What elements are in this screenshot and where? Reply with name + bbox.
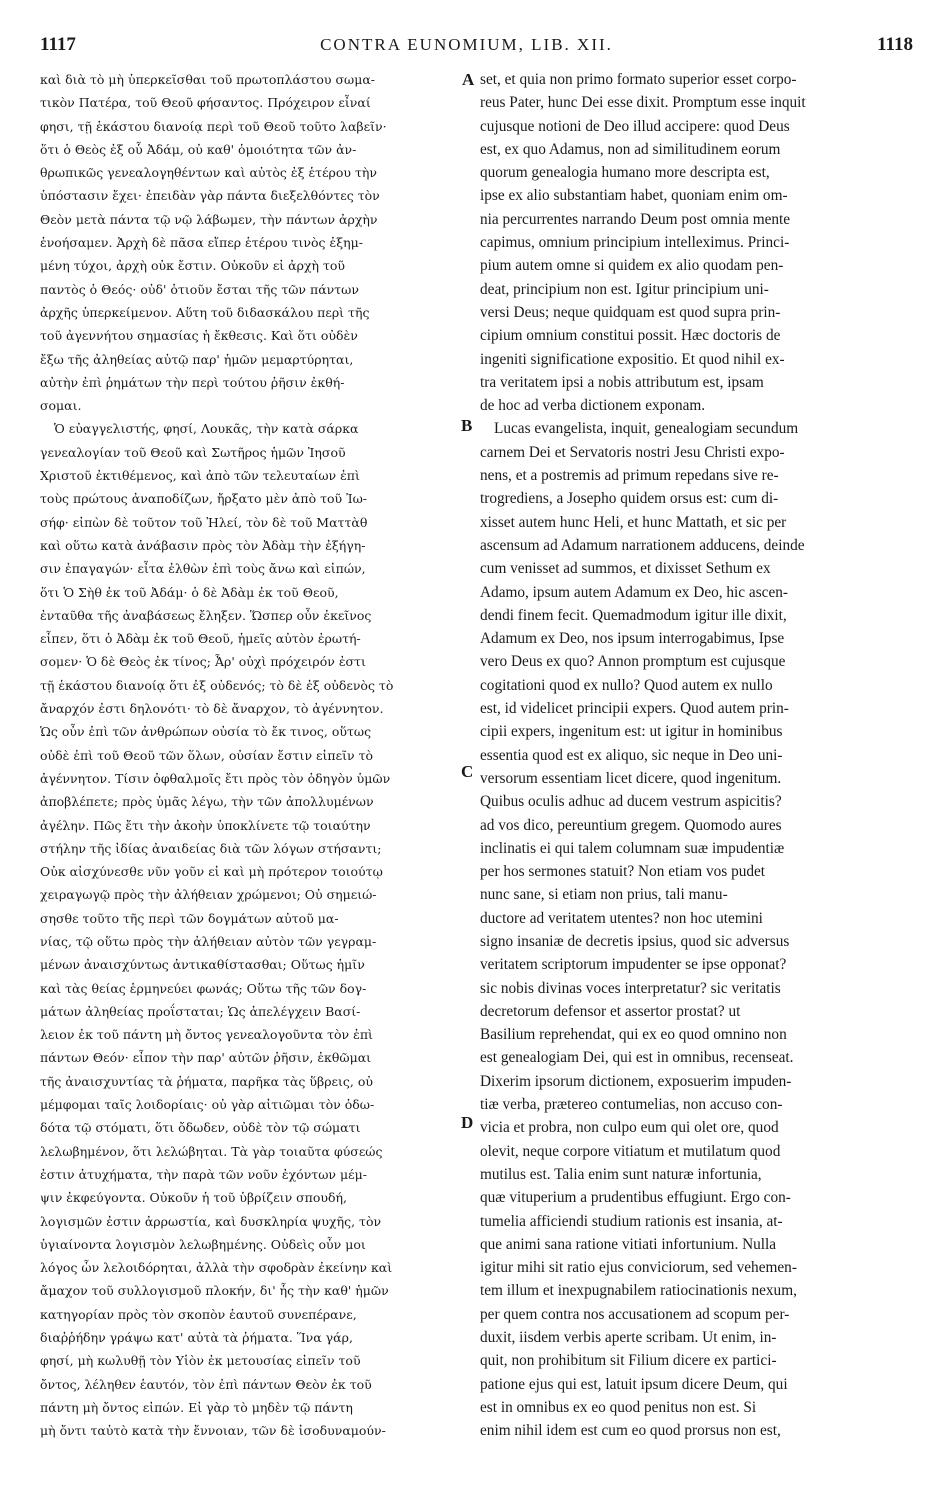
text-line: ὑγιαίνοντα λογισμὸν λελωβημένης. Οὐδεὶς οὖν μοι — [40, 1236, 366, 1252]
text-line: ipse ex alio substantiam habet, quoniam enim om- — [480, 187, 788, 205]
text-line: ἀρχῆς ὑπερκείμενον. Αὕτη τοῦ διδασκάλου περὶ τῆς — [40, 304, 370, 320]
text-line: ascensum ad Adamum narrationem adducens, deinde — [480, 536, 805, 554]
text-line: enim nihil idem est cum eo quod prorsus non est, — [480, 1422, 781, 1440]
text-line: αὐτὴν ἐπὶ ῥημάτων τὴν περὶ τούτου ῥῆσιν ἐκθή- — [40, 374, 345, 390]
text-line: Basilium reprehendat, qui ex eo quod omnino non — [480, 1026, 787, 1044]
text-line: trogrediens, a Josepho quidem orsus est: cum di- — [480, 490, 779, 508]
text-line: οὐδὲ ἐπὶ τοῦ Θεοῦ τῶν ὅλων, οὐσίαν ἔστιν εἰπεῖν τὸ — [40, 747, 374, 763]
text-line: φησι, τῇ ἑκάστου διανοίᾳ περὶ τοῦ Θεοῦ τοῦτο λαβεῖν· — [40, 118, 387, 134]
text-line: est, id videlicet principii expers. Quod autem prin- — [480, 700, 789, 718]
text-line: olevit, neque corpore vitiatum et mutilatum quod — [480, 1142, 781, 1160]
text-line: τῆς ἀναισχυντίας τὰ ῥήματα, παρῆκα τὰς ὕβρεις, οὐ — [40, 1073, 374, 1089]
text-line: tiæ verba, prætereo contumelias, non accuso con- — [480, 1096, 783, 1114]
text-line: ψιν ἐκφεύγοντα. Οὐκοῦν ἡ τοῦ ὑβρίζειν σπουδή, — [40, 1190, 348, 1206]
greek-text-column — [40, 68, 462, 1443]
text-line: ἄμαχον τοῦ συλλογισμοῦ πλοκήν, δι' ἧς τὴν καθ' ἡμῶν — [40, 1283, 389, 1299]
text-line: est genealogiam Dei, qui est in omnibus, recenseat. — [480, 1049, 794, 1067]
text-line: τοῦ ἀγεννήτου σημασίας ἡ ἔκθεσις. Καὶ ὅτι οὐδὲν — [40, 328, 358, 344]
text-line: nia percurrentes narrando Deum post omnia mente — [480, 210, 791, 228]
text-line: per quem contra nos accusationem ad scopum per- — [480, 1305, 790, 1323]
text-line: παντὸς ὁ Θεός· οὐδ' ὁτιοῦν ἔσται τῆς τῶν πάντων — [40, 281, 359, 297]
text-line: signo insaniæ de decretis ipsius, quod sic adversus — [480, 932, 790, 950]
text-line: reus Pater, hunc Dei esse dixit. Promptum esse inquit — [480, 94, 806, 112]
text-line: est, ex quo Adamus, non ad similitudinem eorum — [480, 140, 781, 158]
text-line: dendi finem fecit. Quemadmodum igitur ille dixit, — [480, 606, 787, 624]
text-line: inclinatis ei qui talem columnam suæ impudentiæ — [480, 839, 785, 857]
text-line: Adamum ex Deo, nos ipsum interrogabimus, Ipse — [480, 630, 785, 648]
section-marker-d: D — [461, 1113, 474, 1132]
text-line: deat, principium non est. Igitur principium uni- — [480, 280, 769, 298]
text-line: essentia quod est ex aliquo, sic neque in Deo uni- — [480, 746, 783, 764]
text-line: Adamo, ipsum autem Adamum ex Deo, hic ascen- — [480, 583, 788, 601]
text-line: θρωπικῶς γενεαλογηθέντων καὶ αὐτὸς ἐξ ἑτέρου τὴν — [40, 165, 378, 181]
text-line: ἀποβλέπετε; πρὸς ὑμᾶς λέγω, τὴν τῶν ἀπολλυμένων — [40, 794, 374, 810]
text-line: de hoc ad verba dictionem exponam. — [480, 397, 706, 415]
text-line: φησί, μὴ κωλυθῇ τὸν Υἱὸν ἐκ μετουσίας εἰπεῖν τοῦ — [40, 1353, 361, 1369]
text-line: tem illum et inexpugnabilem ratiocinationis nexum, — [480, 1282, 797, 1300]
text-line: λελωβημένον, ὅτι λελώβηται. Τὰ γὰρ τοιαῦτα φύσεώς — [40, 1143, 383, 1159]
text-line: Οὐκ αἰσχύνεσθε νῦν γοῦν εἰ καὶ μὴ πρότερον τοιούτῳ — [40, 864, 383, 880]
text-line: Θεὸν μετὰ πάντα τῷ νῷ λάβωμεν, τὴν πάντων ἀρχὴν — [40, 211, 378, 227]
text-line: Ὡς οὖν ἐπὶ τῶν ἀνθρώπων οὐσία τὸ ἔκ τινος, οὕτως — [40, 724, 372, 740]
page-number-right: 1118 — [877, 34, 913, 55]
text-line: vicia et probra, non culpo eum qui olet ore, quod — [480, 1119, 779, 1137]
text-line: quit, non prohibitum sit Filium dicere ex partici- — [480, 1352, 777, 1370]
text-line: patione ejus qui est, latuit ipsum dicere Deum, qui — [480, 1375, 788, 1393]
text-line: μένη τύχοι, ἀρχὴ οὐκ ἔστιν. Οὐκοῦν εἰ ἀρχὴ τοῦ — [40, 258, 346, 274]
latin-text-column — [480, 68, 900, 1443]
text-line: μέμφομαι ταῖς λοιδορίαις· οὐ γὰρ αἰτιῶμαι τὸν ὀδω- — [40, 1097, 375, 1113]
page-header — [20, 30, 913, 60]
text-line: set, et quia non primo formato superior esset corpo- — [480, 71, 797, 88]
text-line: μένων ἀναισχύντως ἀντικαθίστασθαι; Οὕτως ἡμῖν — [40, 957, 365, 973]
page-number-left: 1117 — [40, 34, 76, 55]
text-line: per hos sermones statuit? Non etiam vos pudet — [480, 863, 766, 881]
text-line: que animi sana ratione vitiati infortunium. Nulla — [480, 1235, 777, 1253]
text-line: ὅτι ὁ Θεὸς ἐξ οὗ Ἀδάμ, οὐ καθ' ὁμοιότητα τῶν ἀν- — [40, 141, 357, 157]
text-line: λογισμῶν ἐστιν ἀρρωστία, καὶ δυσκληρία ψυχῆς, τὸν — [40, 1213, 382, 1229]
text-line: Dixerim ipsorum dictionem, exposuerim impuden- — [480, 1072, 792, 1090]
text-line: νίας, τῷ οὕτω πρὸς τὴν ἀλήθειαν αὐτὸν τῶν γεγραμ- — [40, 933, 377, 949]
text-line: ad vos dico, pereuntium gregem. Quomodo aures — [480, 816, 782, 834]
text-line: εἶπεν, ὅτι ὁ Ἀδὰμ ἐκ τοῦ Θεοῦ, ἡμεῖς αὐτὸν ἐρωτή- — [40, 631, 361, 647]
text-line: Ὁ εὐαγγελιστής, φησί, Λουκᾶς, τὴν κατὰ σάρκα — [54, 421, 359, 437]
text-line: versi Deus; neque quidquam est quod supra prin- — [480, 303, 781, 321]
text-line: Χριστοῦ ἐκτιθέμενος, καὶ ἀπὸ τῶν τελευταίων ἐπὶ — [40, 468, 360, 484]
text-line: τοὺς πρώτους ἀναποδίζων, ἤρξατο μὲν ἀπὸ τοῦ Ἰω- — [40, 491, 368, 507]
text-line: μὴ ὄντι ταὐτὸ κατὰ τὴν ἔννοιαν, τῶν δὲ ἰσοδυναμούν- — [40, 1423, 386, 1439]
text-line: capimus, omnium principium intelleximus. Princi- — [480, 234, 790, 252]
text-line: σομαι. — [40, 398, 82, 414]
text-line: est in omnibus ex eo quod penitus non est. Si — [480, 1398, 757, 1416]
text-line: ductore ad veritatem utentes? non hoc utemini — [480, 909, 763, 927]
text-line: igitur mihi sit ratio ejus conviciorum, sed vehemen- — [480, 1259, 797, 1277]
text-line: quorum genealogia humano more descripta est, — [480, 164, 770, 182]
text-line: pium autem omne si quidem ex alio quodam pen- — [480, 257, 784, 275]
text-line: ὑπόστασιν ἔχει· ἐπειδὰν γὰρ πάντα διεξελθόντες τὸν — [40, 188, 380, 204]
text-line: duxit, iisdem verbis aperte scribam. Ut enim, in- — [480, 1329, 777, 1347]
text-line: ὅτι Ὁ Σὴθ ἐκ τοῦ Ἀδάμ· ὁ δὲ Ἀδὰμ ἐκ τοῦ Θεοῦ, — [40, 584, 339, 600]
text-line: ἀγέννητον. Τίσιν ὀφθαλμοῖς ἔτι πρὸς τὸν ὁδηγὸν ὑμῶν — [40, 770, 391, 786]
text-line: στήλην τῆς ἰδίας ἀναιδείας διὰ τῶν λόγων στήσαντι; — [40, 840, 382, 856]
text-line: σήφ· εἰπὼν δὲ τοῦτον τοῦ Ἠλεί, τὸν δὲ τοῦ Ματτὰθ — [40, 514, 368, 530]
text-line: ἀγέλην. Πῶς ἔτι τὴν ἀκοὴν ὑποκλίνετε τῷ τοιαύτην — [40, 817, 371, 833]
text-line: cipium omnium constitui possit. Hæc doctoris de — [480, 327, 781, 345]
text-line: xisset autem hunc Heli, et hunc Mattath, et sic per — [480, 513, 787, 531]
text-line: vero Deus ex quo? Annon promptum est cujusque — [480, 653, 786, 671]
text-line: ἄναρχόν ἐστι δηλονότι· τὸ δὲ ἄναρχον, τὸ ἀγέννητον. — [40, 701, 384, 717]
text-line: nens, et a postremis ad primum repedans sive re- — [480, 467, 779, 485]
text-line: cum venisset ad summos, et dixisset Sethum ex — [480, 560, 771, 578]
text-line: μάτων ἀληθείας προΐσταται; Ὡς ἀπελέγχειν Βασί- — [40, 1003, 361, 1019]
text-line: ὄντος, λέληθεν ἑαυτόν, τὸν ἐπὶ πάντων Θεὸν ἐκ τοῦ — [40, 1376, 372, 1392]
text-line: ἔξω τῆς ἀληθείας αὐτῷ παρ' ἡμῶν μεμαρτύρηται, — [40, 351, 354, 367]
text-line: quæ vituperium a prudentibus effugiunt. Ergo con- — [480, 1189, 791, 1207]
running-title: CONTRA EUNOMIUM, LIB. XII. — [320, 35, 613, 54]
text-line: τικὸν Πατέρα, τοῦ Θεοῦ φήσαντος. Πρόχειρον εἶναί — [40, 95, 371, 111]
text-line: γενεαλογίαν τοῦ Θεοῦ καὶ Σωτῆρος ἡμῶν Ἰησοῦ — [40, 444, 346, 460]
text-line: Quibus oculis adhuc ad ducem vestrum aspicitis? — [480, 793, 782, 811]
text-line: decretorum defensor et assertor prostat? ut — [480, 1002, 741, 1020]
text-line: σομεν· Ὁ δὲ Θεὸς ἐκ τίνος; Ἆρ' οὐχὶ πρόχειρόν ἐστι — [40, 654, 366, 670]
text-line: καὶ διὰ τὸ μὴ ὑπερκεῖσθαι τοῦ πρωτοπλάστου σωμα- — [40, 72, 376, 87]
text-line: λόγος ὧν λελοιδόρηται, ἀλλὰ τὴν σφοδρὰν ἐκείνην καὶ — [40, 1260, 393, 1276]
section-marker-c: C — [461, 762, 474, 781]
section-marker-b: B — [461, 416, 473, 435]
text-line: καὶ οὕτω κατὰ ἀνάβασιν πρὸς τὸν Ἀδὰμ τὴν ἐξήγη- — [40, 537, 366, 553]
text-line: nunc sane, si etiam non prius, tali manu- — [480, 886, 728, 904]
text-line: ἐνταῦθα τῆς ἀναβάσεως ἔληξεν. Ὥσπερ οὖν ἐκεῖνος — [40, 607, 372, 623]
text-line: veritatem scriptorum impudenter se ipse opponat? — [480, 956, 787, 974]
text-line: πάντη μὴ ὄντος εἰπών. Εἰ γὰρ τὸ μηδὲν τῷ πάντη — [40, 1399, 353, 1415]
text-line: σιν ἐπαγαγών· εἶτα ἐλθὼν ἐπὶ τοὺς ἄνω καὶ εἰπών, — [40, 561, 366, 577]
text-line: ἐνοήσαμεν. Ἀρχὴ δὲ πᾶσα εἴπερ ἑτέρου τινὸς ἐξημ- — [40, 235, 363, 251]
text-line: σησθε τοῦτο τῆς περὶ τῶν δογμάτων αὐτοῦ μα- — [40, 910, 339, 926]
text-line: versorum essentiam licet dicere, quod ingenitum. — [480, 769, 782, 787]
text-line: χειραγωγῷ πρὸς τὴν ἀλήθειαν χρώμενοι; Οὐ σημειώ- — [40, 887, 377, 903]
text-line: tumelia afficiendi studium rationis est insania, at- — [480, 1212, 783, 1230]
text-line: δότα τῷ στόματι, ὅτι ὄδωδεν, οὐδὲ τὸν τῷ σώματι — [40, 1120, 361, 1136]
text-line: cipii expers, ingenitum est: ut igitur in hominibus — [480, 723, 783, 741]
text-line: καὶ τὰς θείας ἑρμηνεύει φωνάς; Οὕτω τῆς τῶν δογ- — [40, 980, 367, 996]
text-line: τῇ ἑκάστου διανοίᾳ ὅτι ἐξ οὐδενός; τὸ δὲ ἐξ οὐδενὸς τὸ — [40, 677, 394, 693]
text-line: κατηγορίαν πρὸς τὸν σκοπὸν ἑαυτοῦ συνεπέρανε, — [40, 1306, 357, 1322]
text-line: tra veritatem ipsi a nobis attributum est, ipsam — [480, 373, 764, 391]
text-line: cogitationi quod ex nullo? Quod autem ex nullo — [480, 676, 773, 694]
text-line: carnem Dei et Servatoris nostri Jesu Christi expo- — [480, 443, 785, 461]
text-line: cujusque notioni de Deo illud accipere: quod Deus — [480, 117, 790, 135]
text-line: sic nobis divinas voces interpretatur? sic veritatis — [480, 979, 781, 997]
text-line: διαῤῥήδην γράψω κατ' αὐτὰ τὰ ῥήματα. Ἵνα γάρ, — [40, 1330, 353, 1346]
text-line: ingeniti significatione expositio. Et quod nihil ex- — [480, 350, 785, 368]
text-line: πάντων Θεόν· εἶπον τὴν παρ' αὐτῶν ῥῆσιν, ἐκθῶμαι — [40, 1050, 372, 1066]
section-marker-a: A — [462, 70, 475, 89]
text-line: λειον ἐκ τοῦ πάντη μὴ ὄντος γενεαλογοῦντα τὸν ἐπὶ — [40, 1027, 373, 1043]
text-line: Lucas evangelista, inquit, genealogiam secundum — [494, 420, 799, 438]
text-line: mutilus est. Talia enim sunt naturæ infortunia, — [480, 1165, 762, 1183]
text-line: ἐστιν ἀτυχήματα, τὴν παρὰ τῶν νοῦν ἐχόντων μέμ- — [40, 1166, 367, 1182]
